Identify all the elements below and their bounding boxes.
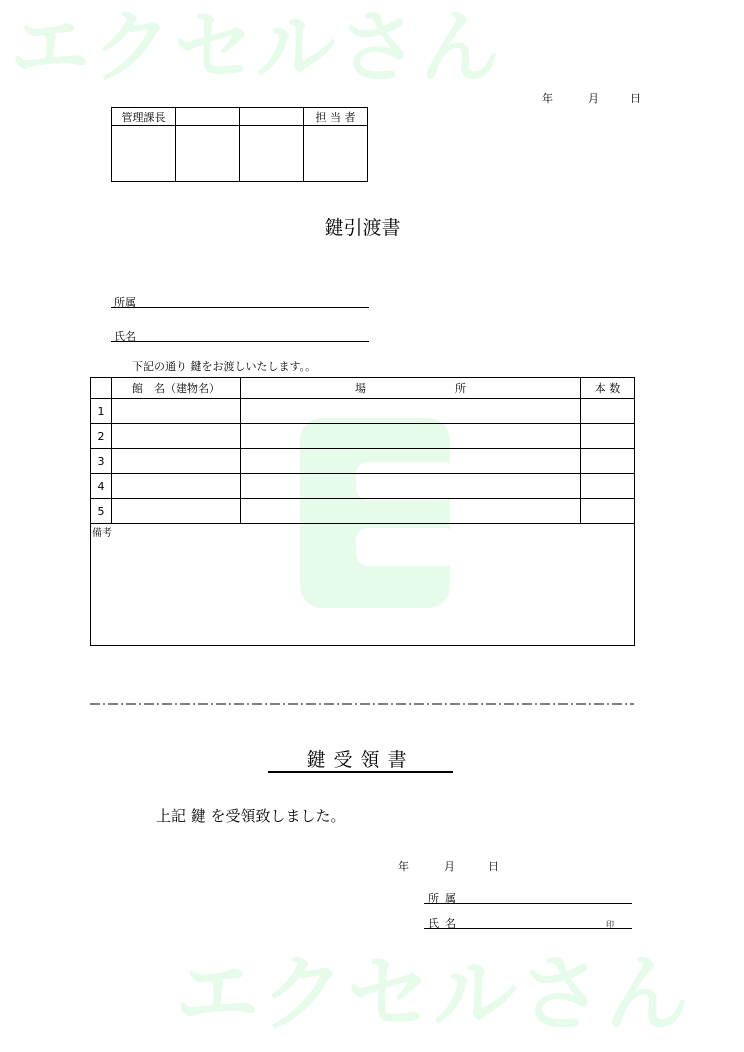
building-cell[interactable] <box>112 449 241 474</box>
remarks-cell[interactable] <box>91 524 635 646</box>
approval-stamp-cell[interactable] <box>304 126 368 182</box>
building-cell[interactable] <box>112 399 241 424</box>
receipt-date-year-label: 年 <box>398 860 409 873</box>
receipt-affiliation-label: 所属 <box>428 892 462 905</box>
approval-stamp-cell[interactable] <box>112 126 176 182</box>
table-row <box>91 474 635 499</box>
date-header <box>542 90 641 106</box>
receipt-name-label: 氏名 <box>428 917 462 930</box>
row-number: 2 <box>91 424 112 449</box>
col-header-building: 館 名（建物名） <box>112 378 241 399</box>
receipt-date-day-label: 日 <box>488 860 499 873</box>
handover-intro: 下記の通り 鍵をお渡しいたします。。 <box>132 360 317 373</box>
cut-line <box>90 703 634 705</box>
approval-stamp-cell[interactable] <box>176 126 240 182</box>
seal-label: 印 <box>606 920 614 929</box>
count-cell[interactable] <box>581 424 635 449</box>
count-cell[interactable] <box>581 399 635 424</box>
approval-header-person-in-charge: 担 当 者 <box>304 108 368 126</box>
approval-header-manager: 管理課長 <box>112 108 176 126</box>
key-list-table <box>90 377 635 646</box>
watermark-bottom: エクセルさん <box>175 945 692 1043</box>
place-cell[interactable] <box>241 424 581 449</box>
table-row <box>91 499 635 524</box>
receipt-statement: 上記 鍵 を受領致しました。 <box>156 807 346 825</box>
col-header-count: 本 数 <box>581 378 635 399</box>
handover-affiliation-label: 所属 <box>114 296 136 309</box>
building-cell[interactable] <box>112 499 241 524</box>
place-cell[interactable] <box>241 474 581 499</box>
row-number: 1 <box>91 399 112 424</box>
count-cell[interactable] <box>581 499 635 524</box>
handover-name-line[interactable] <box>111 341 369 342</box>
receipt-title: 鍵受領書 <box>306 749 415 771</box>
col-header-place <box>241 378 581 399</box>
receipt-title-underline <box>268 771 453 773</box>
handover-name-label: 氏名 <box>114 330 136 343</box>
remarks-label: 備考 <box>92 528 112 539</box>
table-row <box>91 449 635 474</box>
date-year-label: 年 <box>542 92 553 105</box>
count-cell[interactable] <box>581 449 635 474</box>
receipt-name-line[interactable] <box>424 928 632 929</box>
building-cell[interactable] <box>112 424 241 449</box>
date-month-label: 月 <box>588 92 599 105</box>
receipt-affiliation-line[interactable] <box>424 903 632 904</box>
date-day-label: 日 <box>630 92 641 105</box>
row-number: 4 <box>91 474 112 499</box>
col-header-place-b: 所 <box>455 382 466 395</box>
approval-header-blank-2 <box>240 108 304 126</box>
table-row <box>91 424 635 449</box>
place-cell[interactable] <box>241 399 581 424</box>
approval-stamp-cell[interactable] <box>240 126 304 182</box>
row-number: 5 <box>91 499 112 524</box>
watermark-top: エクセルさん <box>10 1 502 94</box>
approval-box <box>111 107 368 182</box>
place-cell[interactable] <box>241 499 581 524</box>
receipt-date <box>398 858 499 874</box>
table-row <box>91 399 635 424</box>
col-header-place-a: 場 <box>355 382 366 395</box>
handover-affiliation-line[interactable] <box>111 307 369 308</box>
place-cell[interactable] <box>241 449 581 474</box>
col-header-no <box>91 378 112 399</box>
approval-header-blank-1 <box>176 108 240 126</box>
receipt-date-month-label: 月 <box>444 860 455 873</box>
building-cell[interactable] <box>112 474 241 499</box>
count-cell[interactable] <box>581 474 635 499</box>
row-number: 3 <box>91 449 112 474</box>
handover-title: 鍵引渡書 <box>324 217 401 239</box>
